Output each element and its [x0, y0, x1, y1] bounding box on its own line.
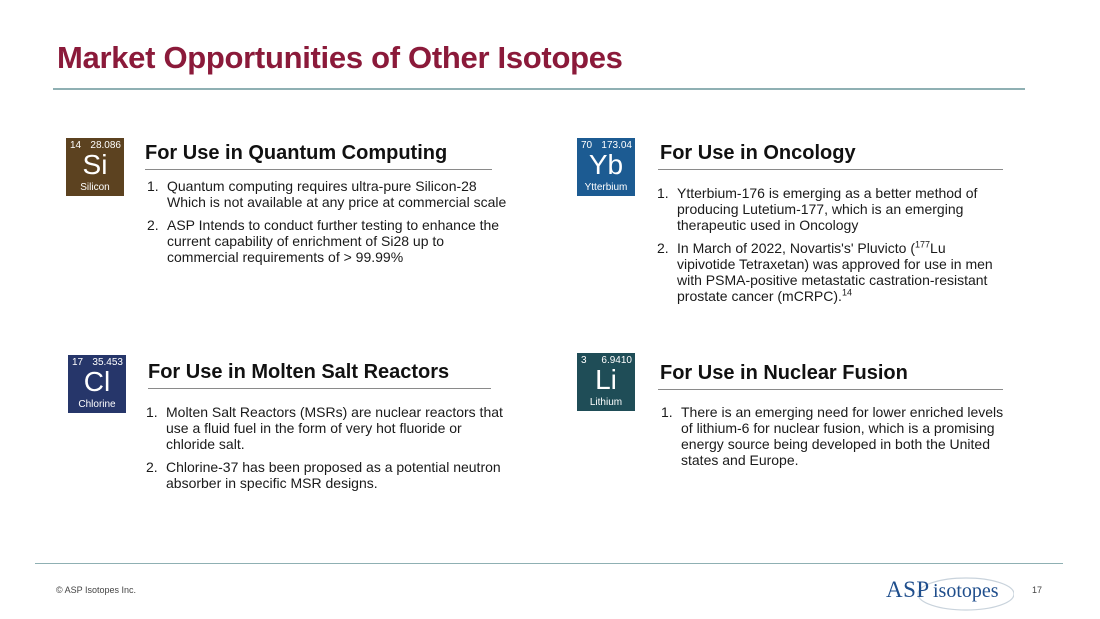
footnote-reference: 14	[841, 287, 852, 298]
element-tile-chlorine	[68, 355, 126, 413]
list-marker: 2.	[147, 217, 159, 233]
title-divider	[53, 88, 1025, 90]
section-heading-molten-salt-reactors: For Use in Molten Salt Reactors	[148, 361, 450, 383]
list-item	[147, 178, 507, 210]
list-item	[146, 459, 506, 491]
list-marker: 1.	[147, 178, 159, 194]
section-divider	[658, 389, 1003, 390]
logo-asp-text: ASP	[886, 577, 930, 602]
list-marker: 1.	[657, 185, 669, 201]
section-divider	[658, 169, 1003, 170]
slide-title: Market Opportunities of Other Isotopes	[57, 40, 623, 75]
element-symbol: Yb	[588, 149, 624, 180]
list-item-text-start: In March of 2022, Novartis's' Pluvicto (	[677, 240, 915, 256]
element-symbol: Li	[595, 364, 617, 395]
list-item	[147, 217, 507, 265]
list-item-text: Quantum computing requires ultra-pure Silicon-28 Which is not available at any price at commercial scale	[167, 178, 507, 210]
oncology-list	[657, 185, 1002, 311]
quantum-computing-list	[147, 178, 507, 272]
list-item-text: Ytterbium-176 is emerging as a better method of producing Lutetium-177, which is an emerging therapeutic used in Oncology	[677, 185, 978, 233]
molten-salt-reactors-list	[146, 404, 506, 498]
element-name: Ytterbium	[584, 182, 628, 193]
atomic-mass: 173.04	[601, 140, 632, 151]
element-tile-ytterbium	[577, 138, 635, 196]
footer-divider	[35, 563, 1063, 564]
copyright-text: © ASP Isotopes Inc.	[56, 585, 137, 595]
element-tile-lithium	[577, 353, 635, 411]
element-name: Silicon	[80, 182, 110, 193]
list-item-text: Chlorine-37 has been proposed as a potential neutron absorber in specific MSR designs.	[166, 459, 501, 491]
list-marker: 2.	[657, 240, 669, 256]
list-item-text: Molten Salt Reactors (MSRs) are nuclear reactors that use a fluid fuel in the form of very hot fluoride or chloride salt.	[166, 404, 503, 452]
list-item	[657, 185, 1002, 233]
page-number: 17	[1032, 585, 1043, 595]
atomic-mass: 35.453	[92, 357, 123, 368]
element-name: Lithium	[589, 397, 623, 408]
element-tile-silicon	[66, 138, 124, 196]
section-heading-nuclear-fusion: For Use in Nuclear Fusion	[660, 362, 908, 384]
list-item	[146, 404, 506, 452]
list-marker: 1.	[146, 404, 158, 420]
list-item-text: ASP Intends to conduct further testing to enhance the current capability of enrichment of Si28 up to commercial requirements of > 99.99%	[167, 217, 500, 265]
list-marker: 2.	[146, 459, 158, 475]
mass-number-superscript: 177	[915, 239, 931, 250]
list-item-text: There is an emerging need for lower enriched levels of lithium-6 for nuclear fusion, which is a promising energy source being developed in both the United states and Europe.	[681, 404, 1004, 468]
element-symbol: Si	[82, 149, 108, 180]
section-heading-quantum-computing: For Use in Quantum Computing	[145, 142, 448, 164]
company-logo	[884, 573, 1014, 613]
atomic-number: 3	[581, 355, 587, 366]
section-divider	[145, 169, 492, 170]
section-heading-oncology: For Use in Oncology	[660, 142, 856, 164]
list-item-text-end: Lu vipivotide Tetraxetan) was approved for use in men with PSMA-positive metastatic castration-resistant prostate cancer (mCRPC).	[677, 240, 993, 304]
atomic-number: 14	[70, 140, 82, 151]
logo-isotopes-text: isotopes	[933, 580, 999, 602]
list-marker: 1.	[661, 404, 673, 420]
element-name: Chlorine	[78, 399, 116, 410]
list-item	[657, 240, 1002, 304]
section-divider	[148, 388, 491, 389]
element-symbol: Cl	[83, 366, 111, 397]
atomic-number: 70	[581, 140, 593, 151]
atomic-mass: 6.9410	[601, 355, 632, 366]
list-item	[661, 404, 1013, 468]
atomic-mass: 28.086	[90, 140, 121, 151]
nuclear-fusion-list	[661, 404, 1013, 475]
atomic-number: 17	[72, 357, 84, 368]
